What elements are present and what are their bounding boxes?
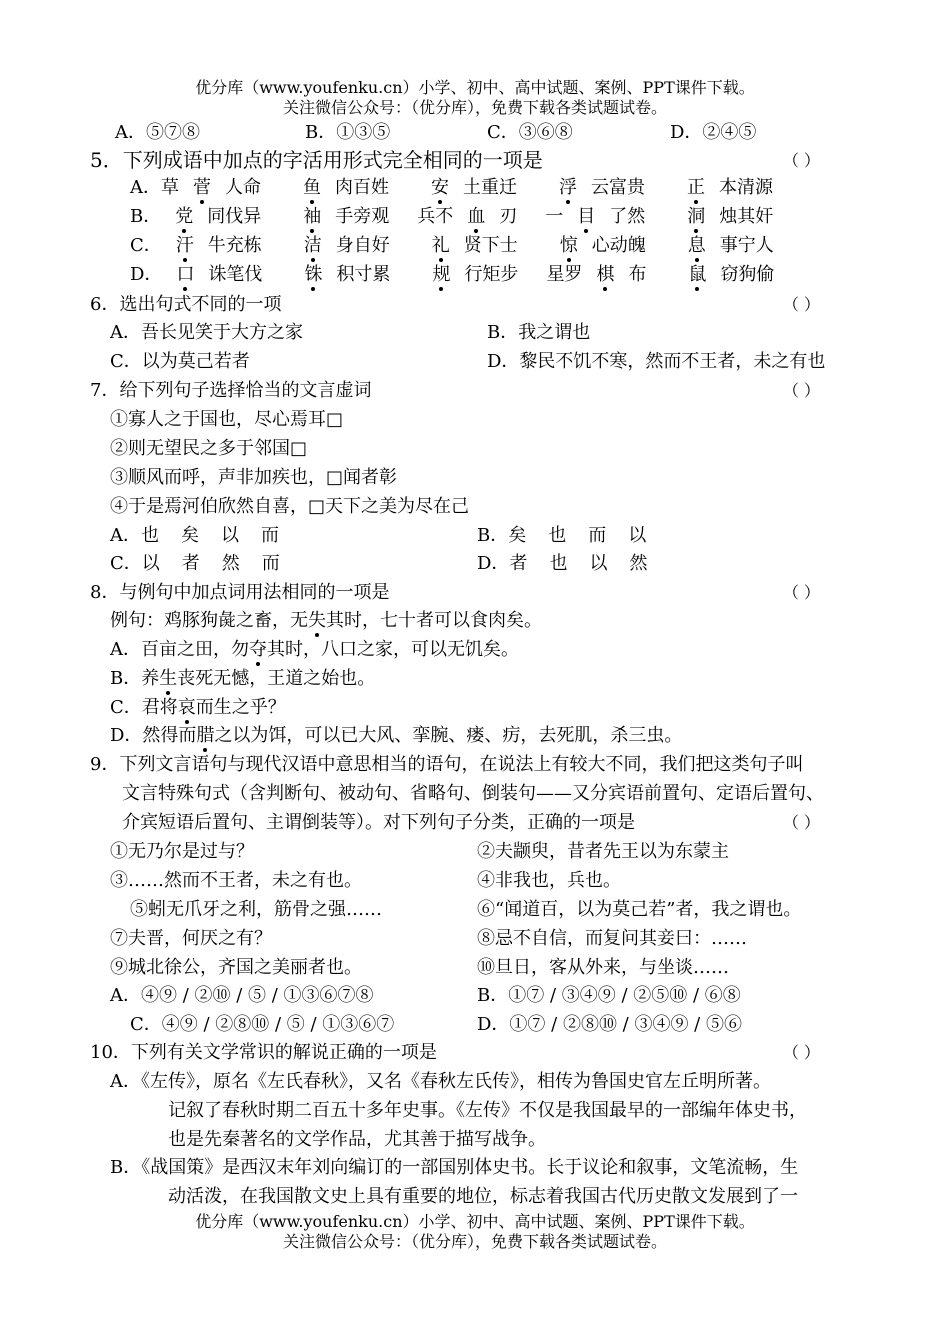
q5-option-a <box>130 175 801 201</box>
idiom: 汗 牛充栋 <box>162 233 276 259</box>
q9-sentence-4: ④非我也，兵也。 <box>477 870 621 891</box>
idiom: 鼠 窃狗偷 <box>674 262 788 288</box>
q9-option-c: C．④⑨ / ②⑧⑩ / ⑤ / ①③⑥⑦ <box>130 1014 395 1035</box>
idiom: 口 诛笔伐 <box>162 262 276 288</box>
idiom: 草 菅 人命 <box>161 175 275 201</box>
q10-option-b-line-1: B．《战国策》是西汉末年刘向编订的一部国别体史书。长于议论和叙事，文笔流畅，生 <box>110 1157 799 1178</box>
emphasis-dot-char: 棋 <box>596 262 614 288</box>
q6-option-a: A．吾长见笑于大方之家 <box>110 322 303 343</box>
q7-option-b: B．矣 也 而 以 <box>477 525 647 546</box>
q5-option-d <box>130 262 802 288</box>
footer-line-2: 关注微信公众号：（优分库），免费下载各类试题试卷。 <box>282 1232 667 1251</box>
emphasis-dot-char: 安 <box>431 175 449 201</box>
q10-option-a-line-1: A．《左传》，原名《左氏春秋》，又名《春秋左氏传》，相传为鲁国史官左丘明所著。 <box>110 1071 771 1092</box>
q8-example: 例句：鸡豚狗彘之畜，无失其时，七十者可以食肉矣。 <box>110 608 542 634</box>
q5-option-b <box>130 204 801 230</box>
q6-option-c: C．以为莫己若者 <box>110 351 250 372</box>
idiom: 惊 心动魄 <box>546 233 660 259</box>
idiom: 浮 云富贵 <box>545 175 659 201</box>
emphasis-dot-char: 规 <box>432 262 450 288</box>
q9-sentence-5: ⑤蚓无爪牙之利，筋骨之强…… <box>130 899 382 920</box>
q6-option-d: D．黎民不饥不寒，然而不王者，未之有也 <box>487 351 826 372</box>
emphasis-dot-char: 惊 <box>560 233 578 259</box>
emphasis-dot-char: 洁 <box>304 233 322 259</box>
q9-sentence-3: ③……然而不王者，未之有也。 <box>110 870 362 891</box>
q8-answer-paren: （ ） <box>782 583 820 602</box>
q9-option-b: B．①⑦ / ③④⑨ / ②⑤⑩ / ⑥⑧ <box>477 985 741 1006</box>
q4-option-d: D．②④⑤ <box>670 122 757 143</box>
q9-sentence-7: ⑦夫晋，何厌之有？ <box>110 928 272 949</box>
header-line-1: 优分库（www.youfenku.cn）小学、初中、高中试题、案例、PPT课件下载。 <box>195 78 755 97</box>
emphasis-dot-char: 血 <box>467 204 485 230</box>
q10-option-a-line-3: 也是先秦著名的文学作品，尤其善于描写战争。 <box>168 1129 546 1150</box>
emphasis-dot-char: 浮 <box>559 175 577 201</box>
q7-option-d: D．者 也 以 然 <box>477 553 648 574</box>
q6-answer-paren: （ ） <box>782 295 820 314</box>
option-label: D． <box>130 264 163 285</box>
q7-sentence-1: ①寡人之于国也，尽心焉耳□ <box>110 409 344 430</box>
q6-option-b: B．我之谓也 <box>487 322 591 343</box>
idiom: 礼 贤下士 <box>418 233 532 259</box>
q7-stem: 7．给下列句子选择恰当的文言虚词 <box>90 380 372 401</box>
idiom: 鱼 肉百姓 <box>289 175 403 201</box>
emphasis-dot-char: 袖 <box>303 204 321 230</box>
emphasis-dot-char: 汗 <box>176 233 194 259</box>
q8-option-c: C．君将哀而生之乎？ <box>110 695 286 721</box>
q8-stem: 8．与例句中加点词用法相同的一项是 <box>90 582 390 603</box>
q9-stem-line-2: 文言特殊句式（含判断句、被动句、省略句、倒装句——又分宾语前置句、定语后置句、 <box>122 783 824 804</box>
q9-answer-paren: （ ） <box>782 813 820 832</box>
q5-stem: 5．下列成语中加点的字活用形式完全相同的一项是 <box>90 148 543 172</box>
q6-stem: 6．选出句式不同的一项 <box>90 294 282 315</box>
emphasis-dot-char: 鱼 <box>303 175 321 201</box>
emphasis-dot-char: 洞 <box>687 204 705 230</box>
q10-option-b-line-2: 动活泼，在我国散文史上具有重要的地位，标志着我国古代历史散文发展到了一 <box>168 1186 798 1207</box>
q9-sentence-10: ⑩旦日，客从外来，与坐谈…… <box>477 957 729 978</box>
q9-sentence-1: ①无乃尔是过与？ <box>110 841 254 862</box>
q5-answer-paren: （ ） <box>782 151 820 170</box>
q7-option-a: A．也 矣 以 而 <box>110 525 279 546</box>
q9-sentence-6: ⑥“闻道百，以为莫己若”者，我之谓也。 <box>477 899 802 920</box>
q9-option-a: A．④⑨ / ②⑩ / ⑤ / ①③⑥⑦⑧ <box>110 985 374 1006</box>
idiom: 洞 烛其奸 <box>673 204 787 230</box>
footer-line-1: 优分库（www.youfenku.cn）小学、初中、高中试题、案例、PPT课件下载。 <box>195 1212 755 1231</box>
q9-sentence-2: ②夫颛臾，昔者先王以为东蒙主 <box>477 841 729 862</box>
emphasis-dot-char: 党 <box>175 204 193 230</box>
q9-option-d: D．①⑦ / ②⑧⑩ / ③④⑨ / ⑤⑥ <box>477 1014 742 1035</box>
q7-sentence-3: ③顺风而呼，声非加疾也，□闻者彰 <box>110 467 398 488</box>
emphasis-dot-char: 铢 <box>304 262 322 288</box>
q9-stem-line-3: 介宾短语后置句、主谓倒装等）。对下列句子分类，正确的一项是 <box>122 812 635 833</box>
q10-option-a-line-2: 记叙了春秋时期二百五十多年史事。《左传》不仅是我国最早的一部编年体史书， <box>168 1100 807 1121</box>
header-line-2: 关注微信公众号：（优分库），免费下载各类试题试卷。 <box>282 98 667 117</box>
idiom: 正 本清源 <box>673 175 787 201</box>
idiom: 安 土重迁 <box>417 175 531 201</box>
q9-sentence-9: ⑨城北徐公，齐国之美丽者也。 <box>110 957 362 978</box>
idiom: 星罗 棋 布 <box>546 262 660 288</box>
q8-option-a: A．百亩之田，勿夺其时，八口之家，可以无饥矣。 <box>110 637 519 663</box>
q10-stem: 10．下列有关文学常识的解说正确的一项是 <box>90 1042 437 1063</box>
idiom: 兵不 血 刃 <box>417 204 531 230</box>
q7-sentence-4: ④于是焉河伯欣然自喜，□天下之美为尽在己 <box>110 496 470 517</box>
idiom: 息 事宁人 <box>674 233 788 259</box>
idiom: 一 目 了然 <box>545 204 659 230</box>
q10-answer-paren: （ ） <box>782 1043 820 1062</box>
q5-option-c <box>130 233 802 259</box>
emphasis-dot-char: 正 <box>687 175 705 201</box>
q9-stem-line-1: 9．下列文言语句与现代汉语中意思相当的语句，在说法上有较大不同，我们把这类句子叫 <box>90 754 804 775</box>
q8-option-b: B．养生丧死无憾，王道之始也。 <box>110 666 375 692</box>
q4-option-b: B．①③⑤ <box>305 122 391 143</box>
emphasis-dot-char: 礼 <box>432 233 450 259</box>
idiom: 袖 手旁观 <box>289 204 403 230</box>
option-label: B． <box>130 206 162 227</box>
q7-option-c: C．以 者 然 而 <box>110 553 280 574</box>
q7-answer-paren: （ ） <box>782 381 820 400</box>
emphasis-dot-char: 息 <box>688 233 706 259</box>
q4-option-c: C．③⑥⑧ <box>487 122 573 143</box>
emphasis-dot-char: 菅 <box>193 175 211 201</box>
idiom: 铢 积寸累 <box>290 262 404 288</box>
q4-option-a: A．⑤⑦⑧ <box>115 122 200 143</box>
q8-option-d: D．然得而腊之以为饵，可以已大风、挛腕、瘘、疠，去死肌，杀三虫。 <box>110 723 682 749</box>
idiom: 洁 身自好 <box>290 233 404 259</box>
option-label: A． <box>130 177 161 198</box>
idiom: 规 行矩步 <box>418 262 532 288</box>
q9-sentence-8: ⑧忌不自信，而复问其妾曰：…… <box>477 928 747 949</box>
option-label: C． <box>130 235 162 256</box>
emphasis-dot-char: 口 <box>176 262 194 288</box>
emphasis-dot-char: 目 <box>577 204 595 230</box>
idiom: 党 同伐异 <box>161 204 275 230</box>
q7-sentence-2: ②则无望民之多于邻国□ <box>110 438 308 459</box>
emphasis-dot-char: 鼠 <box>688 262 706 288</box>
